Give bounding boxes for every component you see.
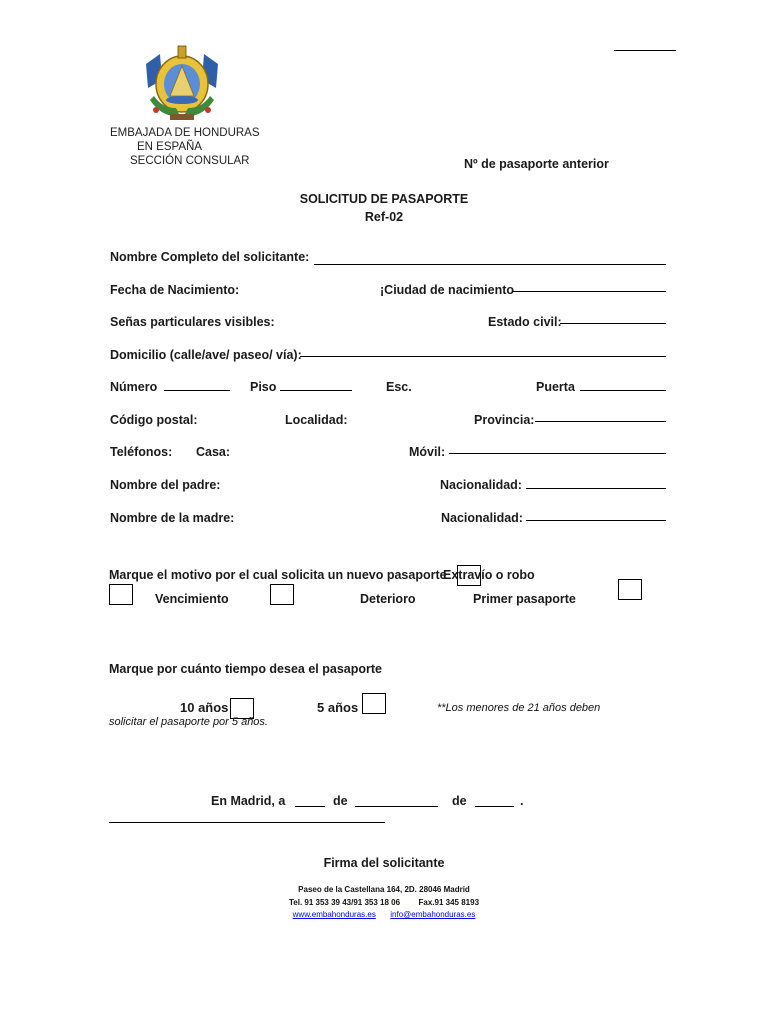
reason-expiry-label: Vencimiento: [155, 592, 229, 606]
birth-city-field[interactable]: [512, 291, 666, 292]
mother-nationality-label: Nacionalidad:: [441, 511, 523, 525]
mother-nationality-field[interactable]: [526, 520, 666, 521]
father-nationality-field[interactable]: [526, 488, 666, 489]
reason-lost-checkbox[interactable]: [457, 565, 481, 586]
embassy-name: EMBAJADA DE HONDURAS: [110, 127, 260, 139]
duration-note-line1: **Los menores de 21 años deben: [437, 702, 601, 714]
number-field[interactable]: [164, 390, 230, 391]
phones-label: Teléfonos:: [110, 445, 173, 459]
duration-note-line2: solicitar el pasaporte por 5 años.: [109, 716, 268, 728]
number-label: Número: [110, 380, 158, 394]
reason-lost-label: Extravío o robo: [443, 568, 535, 582]
signature-place-label: En Madrid, a: [211, 794, 286, 808]
floor-label: Piso: [250, 380, 277, 394]
form-ref: Ref-02: [364, 210, 404, 224]
reason-expiry-checkbox[interactable]: [109, 584, 133, 605]
honduras-coat-of-arms: [140, 44, 224, 124]
duration-five-label: 5 años: [317, 700, 359, 715]
signature-day-field[interactable]: [295, 806, 325, 807]
home-phone-label: Casa:: [196, 445, 231, 459]
full-name-label: Nombre Completo del solicitante:: [110, 250, 310, 264]
reason-damage-checkbox[interactable]: [270, 584, 294, 605]
mobile-label: Móvil:: [409, 445, 446, 459]
postal-code-label: Código postal:: [110, 413, 198, 427]
footer-links: [0, 910, 768, 919]
duration-prompt: Marque por cuánto tiempo desea el pasaporte: [109, 662, 382, 676]
signature-label: Firma del solicitante: [323, 856, 445, 870]
father-nationality-label: Nacionalidad:: [440, 478, 522, 492]
previous-passport-label: Nº de pasaporte anterior: [464, 157, 609, 171]
civil-status-label: Estado civil:: [488, 315, 562, 329]
reason-prompt: Marque el motivo por el cual solicita un nuevo pasaporte: [109, 568, 447, 582]
door-field[interactable]: [580, 390, 666, 391]
signature-de2: de: [452, 794, 467, 808]
reason-damage-label: Deterioro: [360, 592, 416, 606]
birth-date-label: Fecha de Nacimiento:: [110, 283, 240, 297]
form-title: SOLICITUD DE PASAPORTE: [299, 192, 469, 206]
signature-month-field[interactable]: [355, 806, 438, 807]
reason-first-label: Primer pasaporte: [473, 592, 576, 606]
stair-label: Esc.: [386, 380, 412, 394]
door-label: Puerta: [536, 380, 575, 394]
duration-ten-label: 10 años: [180, 700, 229, 715]
visible-marks-label: Señas particulares visibles:: [110, 315, 275, 329]
footer-address: Paseo de la Castellana 164, 2D. 28046 Madrid: [298, 885, 470, 894]
duration-five-checkbox[interactable]: [362, 693, 386, 714]
birth-city-label: ¡Ciudad de nacimiento: [380, 283, 515, 297]
footer-web-link[interactable]: www.embahonduras.es: [292, 910, 376, 919]
signature-de1: de: [333, 794, 348, 808]
footer-phones: [0, 898, 768, 907]
mobile-field[interactable]: [449, 453, 666, 454]
embassy-country: EN ESPAÑA: [137, 141, 202, 153]
reason-first-checkbox[interactable]: [618, 579, 642, 600]
embassy-section: SECCIÓN CONSULAR: [130, 155, 250, 167]
footer-email-link[interactable]: info@embahonduras.es: [390, 910, 476, 919]
civil-status-field[interactable]: [560, 323, 666, 324]
signature-year-field[interactable]: [475, 806, 514, 807]
footer-tel: Tel. 91 353 39 43/91 353 18 06: [288, 898, 401, 907]
province-label: Provincia:: [474, 413, 535, 427]
address-label: Domicilio (calle/ave/ paseo/ vía):: [110, 348, 302, 362]
floor-field[interactable]: [280, 390, 352, 391]
signature-line[interactable]: [109, 822, 385, 823]
province-field[interactable]: [535, 421, 666, 422]
previous-passport-number-line[interactable]: [614, 50, 676, 51]
mother-name-label: Nombre de la madre:: [110, 511, 235, 525]
signature-dot: .: [520, 794, 524, 808]
locality-label: Localidad:: [285, 413, 348, 427]
full-name-field[interactable]: [314, 264, 666, 265]
footer-fax: Fax.91 345 8193: [418, 898, 480, 907]
father-name-label: Nombre del padre:: [110, 478, 221, 492]
address-field[interactable]: [300, 356, 666, 357]
